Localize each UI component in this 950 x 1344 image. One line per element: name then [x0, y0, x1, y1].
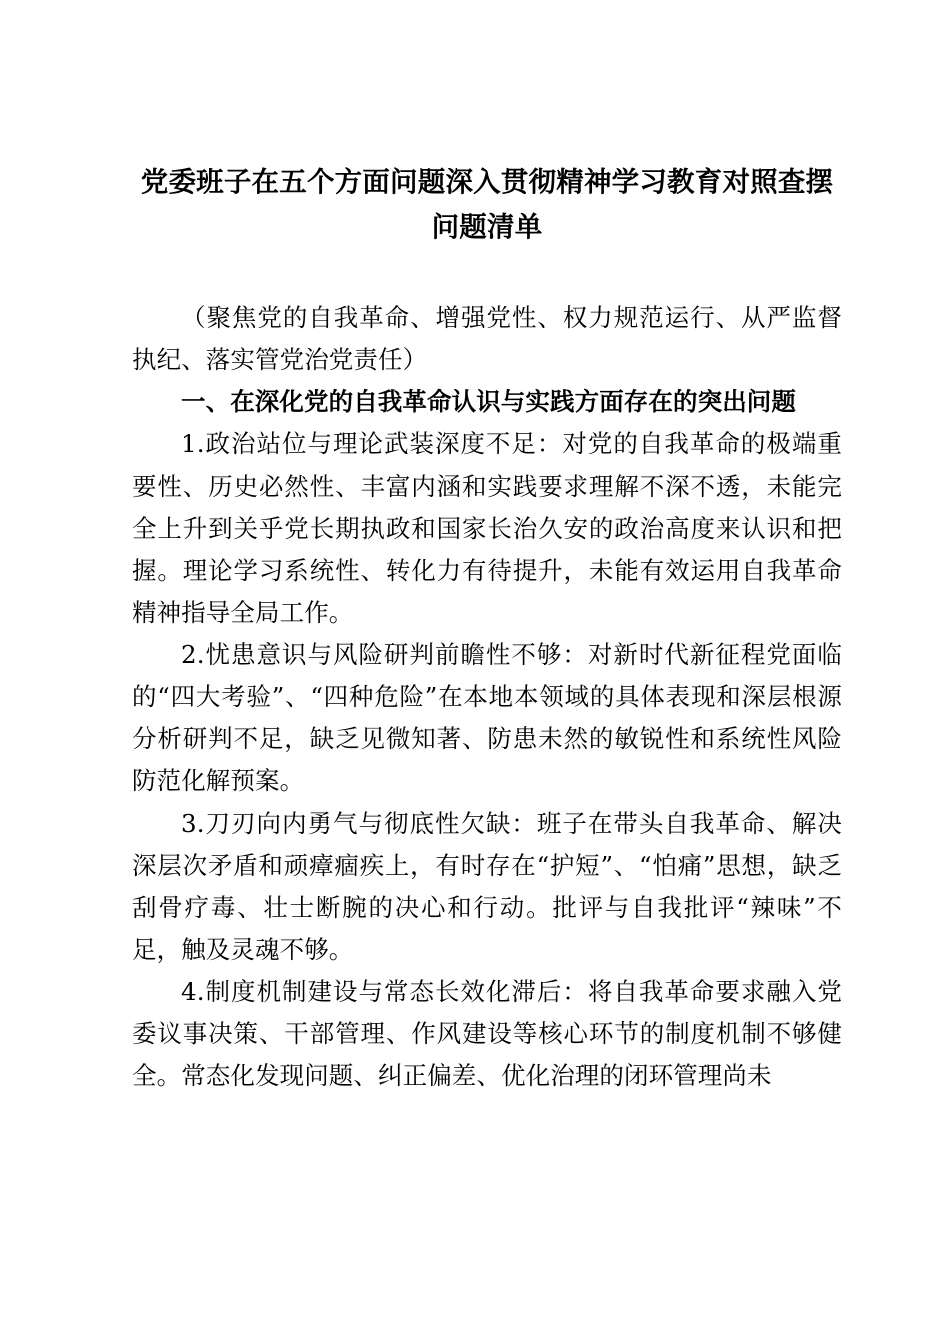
- document-subtitle: （聚焦党的自我革命、增强党性、权力规范运行、从严监督执纪、落实管党治党责任）: [132, 303, 842, 375]
- paragraph-4: 4.制度机制建设与常态长效化滞后：将自我革命要求融入党委议事决策、干部管理、作风建设等核心环节的制度机制不够健全。常态化发现问题、纠正偏差、优化治理的闭环管理尚未: [132, 977, 842, 1091]
- section-heading-1: 一、在深化党的自我革命认识与实践方面存在的突出问题: [181, 387, 796, 417]
- paragraph-3: 3.刀刃向内勇气与彻底性欠缺：班子在带头自我革命、解决深层次矛盾和顽瘴痼疾上，有时存在“护短”、“怕痛”思想，缺乏刮骨疗毒、壮士断腕的决心和行动。批评与自我批评“辣味”不足，触及灵魂不够。: [132, 808, 842, 964]
- paragraph-2: 2.忧患意识与风险研判前瞻性不够：对新时代新征程党面临的“四大考验”、“四种危险”在本地本领域的具体表现和深层根源分析研判不足，缺乏见微知著、防患未然的敏锐性和系统性风险防范化解预案。: [132, 640, 842, 796]
- paragraph-1: 1.政治站位与理论武装深度不足：对党的自我革命的极端重要性、历史必然性、丰富内涵和实践要求理解不深不透，未能完全上升到关乎党长期执政和国家长治久安的政治高度来认识和把握。理论学习系统性、转化力有待提升，未能有效运用自我革命精神指导全局工作。: [132, 429, 842, 627]
- title-spacer: [132, 255, 842, 297]
- page-title: 党委班子在五个方面问题深入贯彻精神学习教育对照查摆问题清单: [140, 166, 834, 243]
